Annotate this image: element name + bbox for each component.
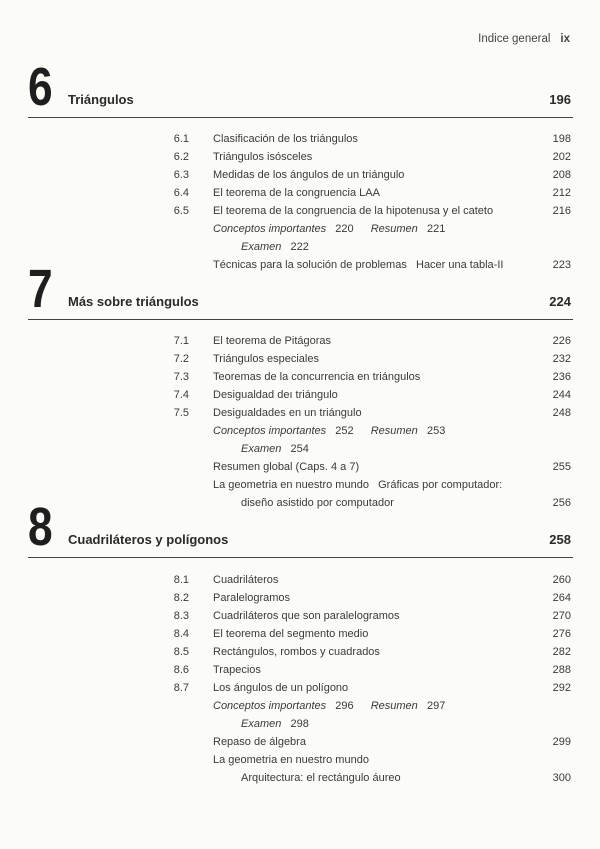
section-title: Rectángulos, rombos y cuadrados	[213, 646, 380, 658]
section-number: 8.6	[173, 664, 189, 676]
section-number: 6.4	[173, 187, 189, 199]
section-title: Cuadriláteros	[213, 574, 279, 586]
toc-entry[interactable]	[0, 334, 600, 348]
section-title: El teorema de la congruencia LAA	[213, 187, 380, 199]
toc-entry[interactable]	[0, 753, 600, 767]
section-page: 226	[552, 335, 571, 347]
toc-entry[interactable]	[0, 573, 600, 587]
section-page: 216	[552, 205, 571, 217]
chapter-page: 196	[549, 92, 571, 107]
section-number: 8.3	[173, 610, 189, 622]
exam-page: 222	[290, 241, 309, 253]
world-title: La geometria en nuestro mundo Gráficas por computador:	[213, 479, 503, 491]
section-number: 8.1	[173, 574, 189, 586]
section-number: 6.3	[173, 169, 189, 181]
toc-entry[interactable]	[0, 150, 600, 164]
section-title: Triángulos isósceles	[213, 151, 313, 163]
exam-line	[0, 240, 600, 254]
summary-page: 253	[426, 425, 446, 437]
toc-entry[interactable]	[0, 406, 600, 420]
toc-entry[interactable]	[0, 204, 600, 218]
exam-line	[0, 717, 600, 731]
exam-label[interactable]: Examen	[241, 718, 282, 730]
section-page: 212	[552, 187, 571, 199]
section-number: 7.2	[173, 353, 189, 365]
section-title: Clasificación de los triángulos	[213, 133, 358, 145]
concepts-label[interactable]: Conceptos importantes	[213, 223, 327, 235]
toc-entry[interactable]	[0, 735, 600, 749]
concepts-page: 252	[335, 425, 354, 437]
section-title: El teorema de Pitágoras	[213, 335, 332, 347]
exam-page: 298	[290, 718, 309, 730]
section-number: 7.1	[173, 335, 189, 347]
toc-entry[interactable]	[0, 627, 600, 641]
summary-label[interactable]: Resumen	[370, 223, 418, 235]
world-page: 300	[552, 772, 571, 784]
chapter-page: 258	[549, 532, 571, 547]
section-title: Triángulos especiales	[213, 353, 319, 365]
section-page: 232	[552, 353, 571, 365]
section-page: 288	[552, 664, 571, 676]
section-number: 6.5	[173, 205, 189, 217]
section-title: Medidas de los ángulos de un triángulo	[213, 169, 405, 181]
exam-label[interactable]: Examen	[241, 241, 282, 253]
section-number: 6.1	[173, 133, 189, 145]
chapter-number: 7	[28, 259, 53, 319]
toc-entry[interactable]	[0, 168, 600, 182]
section-page: 270	[552, 610, 571, 622]
section-page: 276	[552, 628, 571, 640]
chapter-number: 6	[28, 57, 53, 117]
chapter-title[interactable]: Cuadriláteros y polígonos	[68, 532, 229, 547]
section-number: 6.2	[173, 151, 189, 163]
section-page: 208	[552, 169, 571, 181]
section-title: Cuadriláteros que son paralelogramos	[213, 610, 400, 622]
summary-page: 297	[426, 700, 446, 712]
chapter-number: 8	[28, 497, 53, 557]
running-head-page: ix	[560, 33, 570, 45]
extra-page: 223	[552, 259, 571, 271]
section-page: 264	[552, 592, 571, 604]
section-page: 236	[552, 371, 571, 383]
toc-entry-continued[interactable]	[0, 496, 600, 510]
section-page: 248	[552, 407, 571, 419]
section-page: 282	[552, 646, 571, 658]
world-subtitle: Arquitectura: el rectángulo áureo	[241, 772, 401, 784]
section-number: 8.4	[173, 628, 189, 640]
toc-entry[interactable]	[0, 388, 600, 402]
chapter-divider	[28, 117, 573, 118]
section-page: 292	[552, 682, 571, 694]
toc-entry[interactable]	[0, 591, 600, 605]
chapter-title[interactable]: Triángulos	[68, 92, 134, 107]
review-line	[0, 222, 600, 236]
section-number: 7.4	[173, 389, 189, 401]
running-head-title: Indice general	[478, 33, 551, 45]
concepts-label[interactable]: Conceptos importantes	[213, 700, 327, 712]
extra-title: Técnicas para la solución de problemas Hacer una tabla-II	[213, 259, 504, 271]
toc-entry[interactable]	[0, 132, 600, 146]
exam-page: 254	[290, 443, 309, 455]
toc-entry[interactable]	[0, 645, 600, 659]
running-head	[478, 33, 570, 45]
concepts-label[interactable]: Conceptos importantes	[213, 425, 327, 437]
section-number: 8.2	[173, 592, 189, 604]
toc-entry[interactable]	[0, 460, 600, 474]
section-page: 244	[552, 389, 571, 401]
toc-entry[interactable]	[0, 370, 600, 384]
world-page: 256	[552, 497, 571, 509]
toc-entry[interactable]	[0, 478, 600, 492]
section-number: 8.5	[173, 646, 189, 658]
section-title: Teoremas de la concurrencia en triángulos	[213, 371, 421, 383]
section-page: 202	[552, 151, 571, 163]
world-title: La geometria en nuestro mundo	[213, 754, 369, 766]
exam-label[interactable]: Examen	[241, 443, 282, 455]
world-subtitle: diseño asistido por computador	[241, 497, 394, 509]
section-page: 198	[552, 133, 571, 145]
review-line	[0, 699, 600, 713]
global-title: Resumen global (Caps. 4 a 7)	[213, 461, 360, 473]
algebra-page: 299	[552, 736, 571, 748]
section-title: Trapecios	[213, 664, 261, 676]
section-title: Paralelogramos	[213, 592, 291, 604]
toc-entry[interactable]	[0, 186, 600, 200]
review-line	[0, 424, 600, 438]
section-title: El teorema de la congruencia de la hipotenusa y el cateto	[213, 205, 494, 217]
global-page: 255	[552, 461, 571, 473]
toc-entry[interactable]	[0, 663, 600, 677]
concepts-page: 220	[335, 223, 354, 235]
exam-line	[0, 442, 600, 456]
chapter-divider	[28, 319, 573, 320]
toc-entry[interactable]	[0, 258, 600, 272]
section-number: 8.7	[173, 682, 189, 694]
chapter-title[interactable]: Más sobre triángulos	[68, 294, 199, 309]
section-number: 7.3	[173, 371, 189, 383]
section-title: El teorema del segmento medio	[213, 628, 369, 640]
section-page: 260	[552, 574, 571, 586]
chapter-page: 224	[549, 294, 571, 309]
summary-label[interactable]: Resumen	[370, 425, 418, 437]
section-title: Desigualdades en un triángulo	[213, 407, 362, 419]
toc-entry-continued[interactable]	[0, 771, 600, 785]
chapter-divider	[28, 557, 573, 558]
summary-label[interactable]: Resumen	[370, 700, 418, 712]
toc-entry[interactable]	[0, 352, 600, 366]
summary-page: 221	[426, 223, 446, 235]
section-title: Desigualdad deı triángulo	[213, 389, 338, 401]
section-title: Los ángulos de un polígono	[213, 682, 349, 694]
toc-entry[interactable]	[0, 609, 600, 623]
toc-entry[interactable]	[0, 681, 600, 695]
concepts-page: 296	[335, 700, 354, 712]
algebra-title: Repaso de álgebra	[213, 736, 306, 748]
section-number: 7.5	[173, 407, 189, 419]
